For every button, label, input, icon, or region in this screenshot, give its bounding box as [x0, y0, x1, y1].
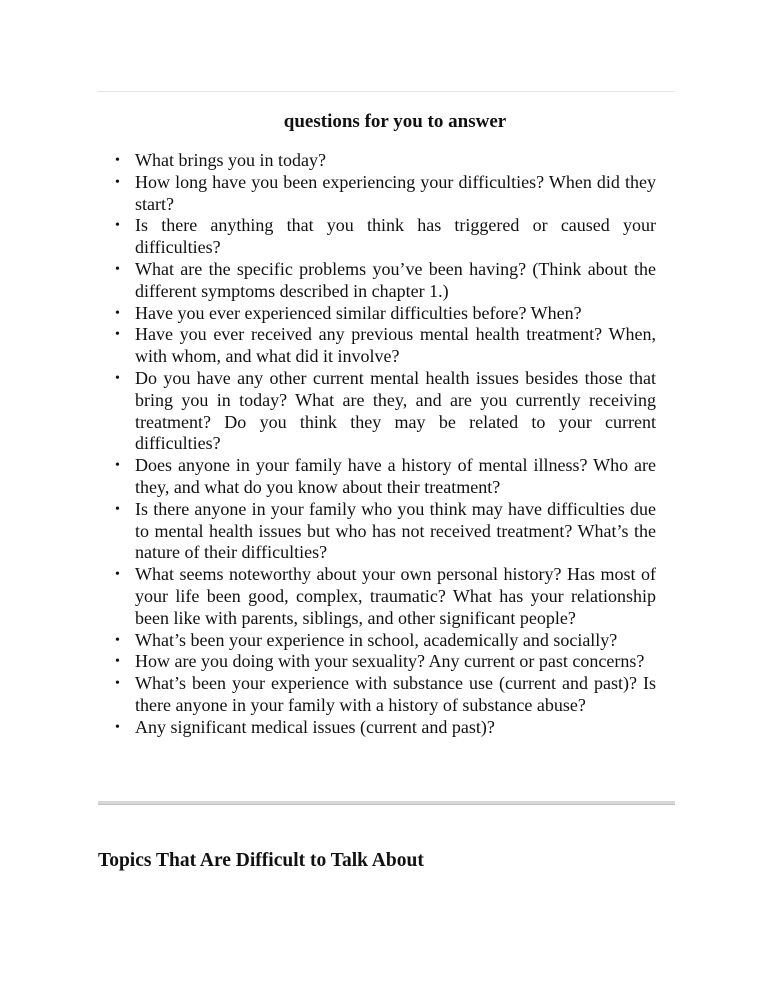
question-list — [115, 150, 656, 739]
question-text: Any significant medical issues (current and past)? — [135, 716, 495, 737]
question-text: Have you ever experienced similar difficulties before? When? — [135, 302, 582, 323]
list-item — [115, 150, 656, 172]
list-item — [115, 302, 656, 325]
list-item — [115, 324, 656, 368]
question-text: What seems noteworthy about your own personal history? Has most of your life been good, complex, traumatic? What has your relationship been like with parents, siblings, and other significant people? — [135, 564, 656, 628]
list-item — [115, 215, 656, 259]
list-item — [115, 564, 656, 629]
bullet-icon: • — [115, 153, 120, 168]
list-item — [115, 455, 656, 499]
bullet-icon: • — [115, 305, 120, 321]
bullet-icon: • — [115, 174, 120, 190]
question-text: What’s been your experience in school, academically and socially? — [135, 629, 618, 650]
bullet-icon: • — [115, 501, 120, 517]
bullet-icon: • — [115, 567, 120, 583]
bullet-icon: • — [115, 458, 120, 474]
bullet-icon: • — [115, 654, 120, 670]
question-text: Is there anything that you think has triggered or caused your difficulties? — [135, 215, 656, 258]
box-title: questions for you to answer — [283, 111, 507, 132]
bullet-icon: • — [115, 261, 120, 277]
list-item — [115, 258, 656, 303]
question-text: How are you doing with your sexuality? Any current or past concerns? — [135, 651, 645, 672]
list-item — [115, 498, 656, 564]
question-text: How long have you been experiencing your difficulties? When did they start? — [135, 171, 656, 214]
bullet-icon: • — [115, 719, 120, 735]
bullet-icon: • — [115, 632, 120, 648]
list-item — [115, 367, 656, 455]
bullet-icon: • — [115, 676, 120, 692]
box-top-rule — [98, 91, 675, 92]
question-text: Do you have any other current mental health issues besides those that bring you in today? What are they, and are you currently receiving treatment? Do you think they may be related to your current difficulties? — [135, 367, 656, 454]
list-item — [115, 171, 656, 216]
question-text: Is there anyone in your family who you think may have difficulties due to mental health issues but who has not received treatment? What’s the nature of their difficulties? — [135, 498, 656, 563]
question-text: What’s been your experience with substance use (current and past)? Is there anyone in your family with a history of substance abuse? — [135, 673, 656, 715]
box-bottom-rule — [98, 801, 675, 805]
question-text: What are the specific problems you’ve been having? (Think about the different symptoms described in chapter 1.) — [135, 258, 656, 301]
bullet-icon: • — [115, 218, 120, 234]
question-text: Have you ever received any previous mental health treatment? When, with whom, and what did it involve? — [135, 324, 656, 367]
list-item — [115, 629, 656, 652]
section-heading: Topics That Are Difficult to Talk About — [98, 850, 424, 871]
bullet-icon: • — [115, 327, 120, 343]
list-item — [115, 716, 656, 739]
question-text: What brings you in today? — [135, 150, 326, 170]
list-item — [115, 673, 656, 717]
list-item — [115, 651, 656, 673]
question-text: Does anyone in your family have a history of mental illness? Who are they, and what do you know about their treatment? — [135, 455, 656, 497]
bullet-icon: • — [115, 370, 120, 386]
